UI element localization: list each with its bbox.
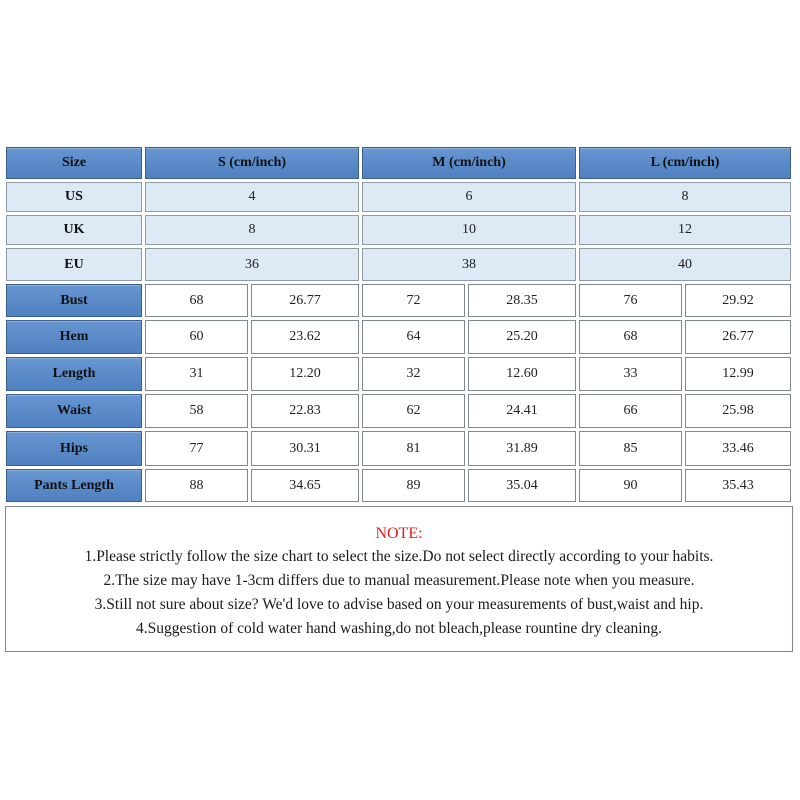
measurement-value-l-cm: 85 bbox=[579, 431, 682, 466]
measurement-value-l-in: 26.77 bbox=[685, 320, 791, 354]
measurement-value-m-cm: 62 bbox=[362, 394, 465, 428]
measurement-value-l-in: 35.43 bbox=[685, 469, 791, 502]
measurement-value-m-in: 12.60 bbox=[468, 357, 576, 391]
measurement-value-s-in: 30.31 bbox=[251, 431, 359, 466]
note-line-1: 1.Please strictly follow the size chart to select the size.Do not select directly according to your habits. bbox=[84, 548, 714, 565]
measurement-value-m-in: 25.20 bbox=[468, 320, 576, 354]
measurement-value-s-in: 12.20 bbox=[251, 357, 359, 391]
conversion-m: 6 bbox=[362, 182, 576, 212]
measurement-label: Waist bbox=[6, 394, 142, 428]
measurement-value-m-in: 35.04 bbox=[468, 469, 576, 502]
measurement-value-s-cm: 77 bbox=[145, 431, 248, 466]
conversion-l: 8 bbox=[579, 182, 791, 212]
measurement-value-l-in: 25.98 bbox=[685, 394, 791, 428]
measurement-label: Length bbox=[6, 357, 142, 391]
header-size: Size bbox=[6, 147, 142, 179]
header-m: M (cm/inch) bbox=[362, 147, 576, 179]
measurement-value-s-cm: 60 bbox=[145, 320, 248, 354]
measurement-value-l-in: 12.99 bbox=[685, 357, 791, 391]
measurement-value-m-in: 28.35 bbox=[468, 284, 576, 317]
conversion-label: EU bbox=[6, 248, 142, 281]
measurement-value-m-cm: 72 bbox=[362, 284, 465, 317]
measurement-value-l-cm: 66 bbox=[579, 394, 682, 428]
measurement-value-l-cm: 33 bbox=[579, 357, 682, 391]
measurement-value-m-cm: 64 bbox=[362, 320, 465, 354]
measurement-value-s-cm: 31 bbox=[145, 357, 248, 391]
measurement-label: Hips bbox=[6, 431, 142, 466]
note-title: NOTE: bbox=[375, 525, 423, 542]
measurement-value-m-in: 31.89 bbox=[468, 431, 576, 466]
measurement-value-m-cm: 81 bbox=[362, 431, 465, 466]
notes-box bbox=[5, 506, 793, 652]
measurement-value-s-in: 22.83 bbox=[251, 394, 359, 428]
conversion-s: 8 bbox=[145, 215, 359, 245]
conversion-m: 38 bbox=[362, 248, 576, 281]
note-line-2: 2.The size may have 1-3cm differs due to manual measurement.Please note when you measure. bbox=[103, 572, 695, 589]
conversion-l: 40 bbox=[579, 248, 791, 281]
measurement-value-s-in: 23.62 bbox=[251, 320, 359, 354]
measurement-value-s-in: 34.65 bbox=[251, 469, 359, 502]
conversion-s: 4 bbox=[145, 182, 359, 212]
conversion-l: 12 bbox=[579, 215, 791, 245]
conversion-m: 10 bbox=[362, 215, 576, 245]
header-l: L (cm/inch) bbox=[579, 147, 791, 179]
measurement-value-l-in: 29.92 bbox=[685, 284, 791, 317]
measurement-value-s-in: 26.77 bbox=[251, 284, 359, 317]
measurement-value-l-cm: 76 bbox=[579, 284, 682, 317]
measurement-label: Pants Length bbox=[6, 469, 142, 502]
conversion-label: US bbox=[6, 182, 142, 212]
header-s: S (cm/inch) bbox=[145, 147, 359, 179]
measurement-value-s-cm: 58 bbox=[145, 394, 248, 428]
measurement-value-l-cm: 68 bbox=[579, 320, 682, 354]
measurement-value-s-cm: 88 bbox=[145, 469, 248, 502]
conversion-label: UK bbox=[6, 215, 142, 245]
conversion-s: 36 bbox=[145, 248, 359, 281]
note-line-3: 3.Still not sure about size? We'd love to advise based on your measurements of bust,waist and hip. bbox=[94, 596, 704, 613]
measurement-value-m-in: 24.41 bbox=[468, 394, 576, 428]
note-line-4: 4.Suggestion of cold water hand washing,do not bleach,please rountine dry cleaning. bbox=[135, 620, 662, 637]
measurement-value-m-cm: 89 bbox=[362, 469, 465, 502]
measurement-label: Bust bbox=[6, 284, 142, 317]
measurement-value-s-cm: 68 bbox=[145, 284, 248, 317]
measurement-value-m-cm: 32 bbox=[362, 357, 465, 391]
measurement-label: Hem bbox=[6, 320, 142, 354]
measurement-value-l-cm: 90 bbox=[579, 469, 682, 502]
measurement-value-l-in: 33.46 bbox=[685, 431, 791, 466]
